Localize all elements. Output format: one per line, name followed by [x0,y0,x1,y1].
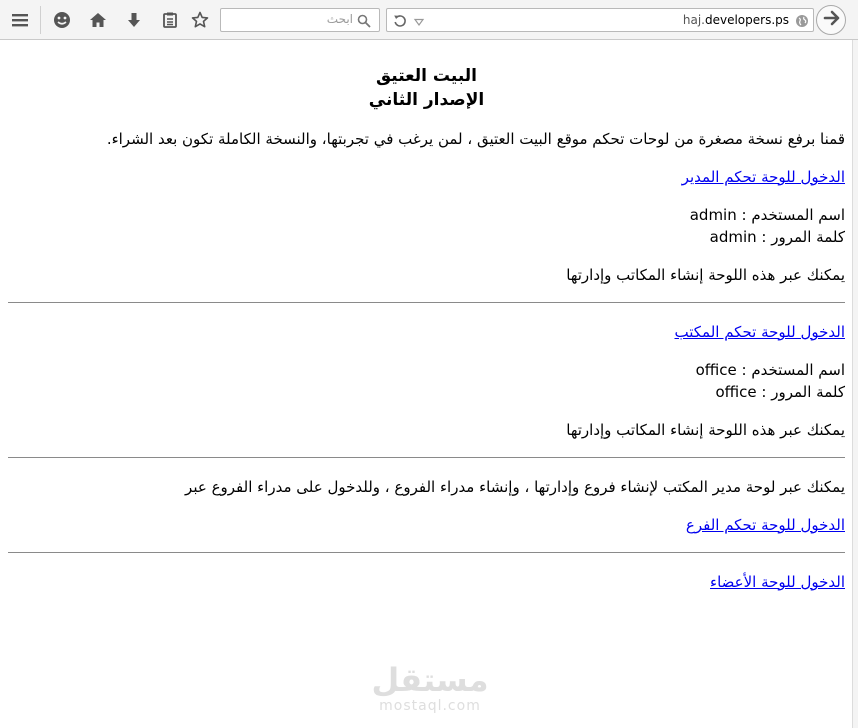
office-username-row [8,359,845,381]
password-label: كلمة المرور : [761,383,845,401]
toolbar-separator [40,6,41,34]
url-text [683,13,789,27]
dropdown-triangle-icon[interactable] [413,13,425,32]
reload-icon[interactable] [393,13,407,32]
divider [8,457,845,458]
admin-username-row [8,204,845,226]
members-panel-link[interactable]: الدخول للوحة الأعضاء [710,573,845,591]
office-credentials [8,359,845,403]
url-host-prefix: haj. [682,13,705,27]
browser-toolbar [0,0,858,40]
window-edge [852,40,858,728]
admin-username: admin [689,206,737,224]
mostaql-watermark [370,662,490,714]
username-label: اسم المستخدم : [741,361,845,379]
admin-panel-link[interactable]: الدخول للوحة تحكم المدير [681,168,845,186]
office-panel-description: يمكنك عبر هذه اللوحة إنشاء المكاتب وإدارتها [566,421,845,439]
username-label: اسم المستخدم : [741,206,845,224]
address-bar[interactable] [386,8,814,32]
search-input[interactable] [220,8,380,32]
hamburger-menu-icon[interactable] [8,8,32,32]
title-line-2: الإصدار الثاني [368,90,485,110]
divider [8,302,845,303]
office-panel-link[interactable]: الدخول للوحة تحكم المكتب [674,323,845,341]
bookmark-star-icon[interactable] [188,8,212,32]
office-username: office [695,361,737,379]
admin-credentials [8,204,845,248]
admin-panel-description: يمكنك عبر هذه اللوحة إنشاء المكاتب وإدارتها [566,266,845,284]
admin-password-row [8,226,845,248]
globe-icon [795,13,809,32]
download-arrow-icon[interactable] [122,8,146,32]
magnifier-icon [357,13,371,32]
admin-password: admin [709,228,757,246]
reading-list-icon[interactable] [158,8,182,32]
search-placeholder: ابحث [326,12,353,26]
watermark-arabic: مستقل [371,661,489,699]
back-arrow-icon [822,9,840,31]
password-label: كلمة المرور : [761,228,845,246]
back-button[interactable] [816,5,846,35]
divider [8,552,845,553]
page-title [8,64,845,112]
office-password-row [8,381,845,403]
watermark-latin: mostaql.com [379,698,481,714]
url-host-main: developers.ps [704,13,789,27]
smiley-icon[interactable] [50,8,74,32]
intro-text: قمنا برفع نسخة مصغرة من لوحات تحكم موقع البيت العتيق ، لمن يرغب في تجربتها، والنسخة الكاملة تكون بعد الشراء. [106,130,845,148]
branch-panel-link[interactable]: الدخول للوحة تحكم الفرع [685,516,845,534]
branch-description: يمكنك عبر لوحة مدير المكتب لإنشاء فروع وإدارتها ، وإنشاء مدراء الفروع ، وللدخول على مدراء الفروع عبر [185,478,845,496]
office-password: office [715,383,757,401]
page-content [8,40,845,593]
title-line-1: البيت العتيق [375,66,477,86]
home-icon[interactable] [86,8,110,32]
